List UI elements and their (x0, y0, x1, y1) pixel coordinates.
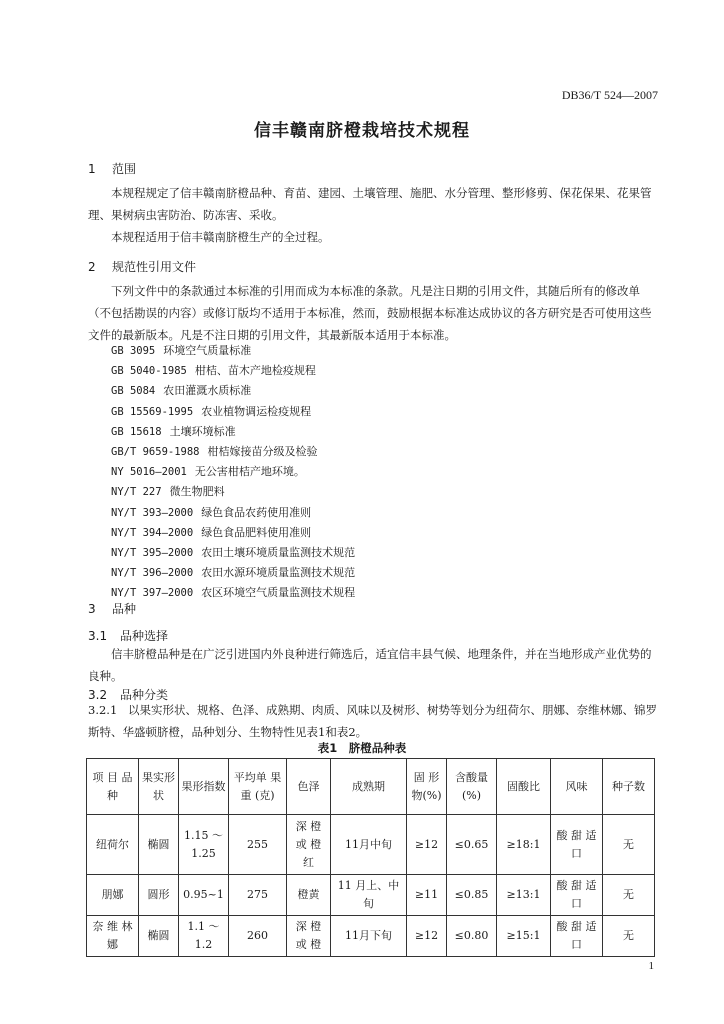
section-title: 规范性引用文件 (112, 260, 197, 274)
reference-item: NY/T 394—2000 绿色食品肥料使用准则 (111, 525, 312, 539)
table-cell: 酸 甜 适口 (551, 916, 603, 957)
header-cell: 固 形 物(%) (407, 759, 447, 815)
section-2-paragraph-1: 下列文件中的条款通过本标准的引用而成为本标准的条款。凡是注日期的引用文件，其随后所有的修改单（不包括勘误的内容）或修订版均不适用于本标准，然而，鼓励根据本标准达成协议的各方研究是否可使用这些文件的最新版本。凡是不注日期的引用文件，其最新版本适用于本标准。 (88, 284, 652, 342)
table-cell: 11月中旬 (331, 815, 407, 875)
table-cell: 无 (603, 916, 655, 957)
reference-item: NY/T 227 微生物肥料 (111, 485, 225, 499)
table-cell: ≥11 (407, 875, 447, 916)
section-3-1-paragraph: 信丰脐橙品种是在广泛引进国内外良种进行筛选后，适宜信丰县气候、地理条件，并在当地形成产业优势的良种。 (88, 647, 652, 683)
table-cell: 260 (229, 916, 287, 957)
reference-item: GB 5040-1985 柑桔、苗木产地检疫规程 (111, 364, 316, 378)
header-cell: 种子数 (603, 759, 655, 815)
header-cell: 果形指数 (179, 759, 229, 815)
header-cell: 固酸比 (497, 759, 551, 815)
table-row (87, 916, 655, 957)
section-3-heading (88, 600, 136, 617)
document-title: 信丰赣南脐橙栽培技术规程 (254, 121, 470, 141)
table-cell: 11月下旬 (331, 916, 407, 957)
table-cell: 纽荷尔 (87, 815, 139, 875)
table-cell: ≥18:1 (497, 815, 551, 875)
table-cell: 酸 甜 适口 (551, 815, 603, 875)
reference-item: GB 3095 环境空气质量标准 (111, 344, 252, 357)
reference-item: GB 15569-1995 农业植物调运检疫规程 (111, 404, 312, 418)
table-cell: 橙黄 (287, 875, 331, 916)
table-cell: ≤0.85 (447, 875, 497, 916)
subsection-title: 品种选择 (120, 629, 169, 643)
section-1-heading (88, 160, 136, 177)
table-cell: ≥13:1 (497, 875, 551, 916)
reference-item: NY/T 396—2000 农田水源环境质量监测技术规范 (111, 566, 356, 580)
table-cell: ≥12 (407, 815, 447, 875)
subsection-title: 品种分类 (120, 688, 169, 702)
table-cell: 无 (603, 875, 655, 916)
reference-item: NY 5016—2001 无公害柑桔产地环境。 (111, 465, 305, 479)
clause-number: 3.2.1 (88, 703, 118, 717)
section-number: 1 (88, 162, 96, 176)
table-cell: 深 橙 或 橙 (287, 916, 331, 957)
header-cell: 成熟期 (331, 759, 407, 815)
table-cell: 酸 甜 适口 (551, 875, 603, 916)
table-cell: 1.1 ～ 1.2 (179, 916, 229, 957)
table-cell: ≥15:1 (497, 916, 551, 957)
varieties-table (86, 758, 655, 957)
table-cell: 无 (603, 815, 655, 875)
section-title: 范围 (112, 162, 137, 176)
reference-item: NY/T 395—2000 农田土壤环境质量监测技术规范 (111, 546, 356, 560)
reference-item: GB 5084 农田灌溉水质标准 (111, 384, 252, 398)
table-cell: 1.15 ～ 1.25 (179, 815, 229, 875)
header-cell: 平均单 果 重 (克) (229, 759, 287, 815)
subsection-number: 3.2 (88, 688, 108, 702)
table-cell: 255 (229, 815, 287, 875)
reference-item: GB 15618 土壤环境标准 (111, 424, 236, 438)
reference-item: NY/T 393—2000 绿色食品农药使用准则 (111, 505, 312, 519)
section-number: 2 (88, 260, 96, 274)
header-cell: 果实形状 (139, 759, 179, 815)
table-cell: 椭圆 (139, 916, 179, 957)
section-3-1-heading (88, 627, 168, 644)
subsection-number: 3.1 (88, 629, 108, 643)
table-cell: 奈 维 林娜 (87, 916, 139, 957)
section-3-2-1-paragraph (88, 699, 658, 743)
table-cell: 275 (229, 875, 287, 916)
section-2-heading (88, 258, 196, 275)
table-cell: ≥12 (407, 916, 447, 957)
table-cell: 0.95~1 (179, 875, 229, 916)
section-number: 3 (88, 602, 96, 616)
table-row (87, 815, 655, 875)
table-cell: 椭圆 (139, 815, 179, 875)
header-cell: 项 目 品 种 (87, 759, 139, 815)
reference-item: NY/T 397—2000 农区环境空气质量监测技术规程 (111, 586, 356, 600)
reference-item: GB/T 9659-1988 柑桔嫁接苗分级及检验 (111, 445, 318, 459)
standard-code: DB36/T 524—2007 (561, 88, 658, 102)
table-row (87, 875, 655, 916)
table-cell: ≤0.65 (447, 815, 497, 875)
table-cell: 圆形 (139, 875, 179, 916)
section-1-paragraph-1: 本规程规定了信丰赣南脐橙品种、育苗、建园、土壤管理、施肥、水分管理、整形修剪、保花保果、花果管理、果树病虫害防治、防冻害、采收。 (88, 186, 652, 222)
section-1-paragraph-2: 本规程适用于信丰赣南脐橙生产的全过程。 (111, 230, 330, 244)
header-cell: 含酸量(%) (447, 759, 497, 815)
table-header-row (87, 759, 655, 815)
header-cell: 色泽 (287, 759, 331, 815)
table-caption: 表1 脐橙品种表 (317, 741, 407, 755)
section-title: 品种 (112, 602, 137, 616)
table-cell: 11 月上、中旬 (331, 875, 407, 916)
table-cell: 朋娜 (87, 875, 139, 916)
reference-list (111, 341, 355, 604)
header-cell: 风味 (551, 759, 603, 815)
table-cell: ≤0.80 (447, 916, 497, 957)
page-number: 1 (648, 960, 654, 972)
clause-text: 以果实形状、规格、色泽、成熟期、肉质、风味以及树形、树势等划分为纽荷尔、朋娜、奈维林娜、锦罗斯特、华盛顿脐橙，品种划分、生物特性见表1和表2。 (88, 703, 657, 739)
table-cell: 深 橙 或 橙 红 (287, 815, 331, 875)
